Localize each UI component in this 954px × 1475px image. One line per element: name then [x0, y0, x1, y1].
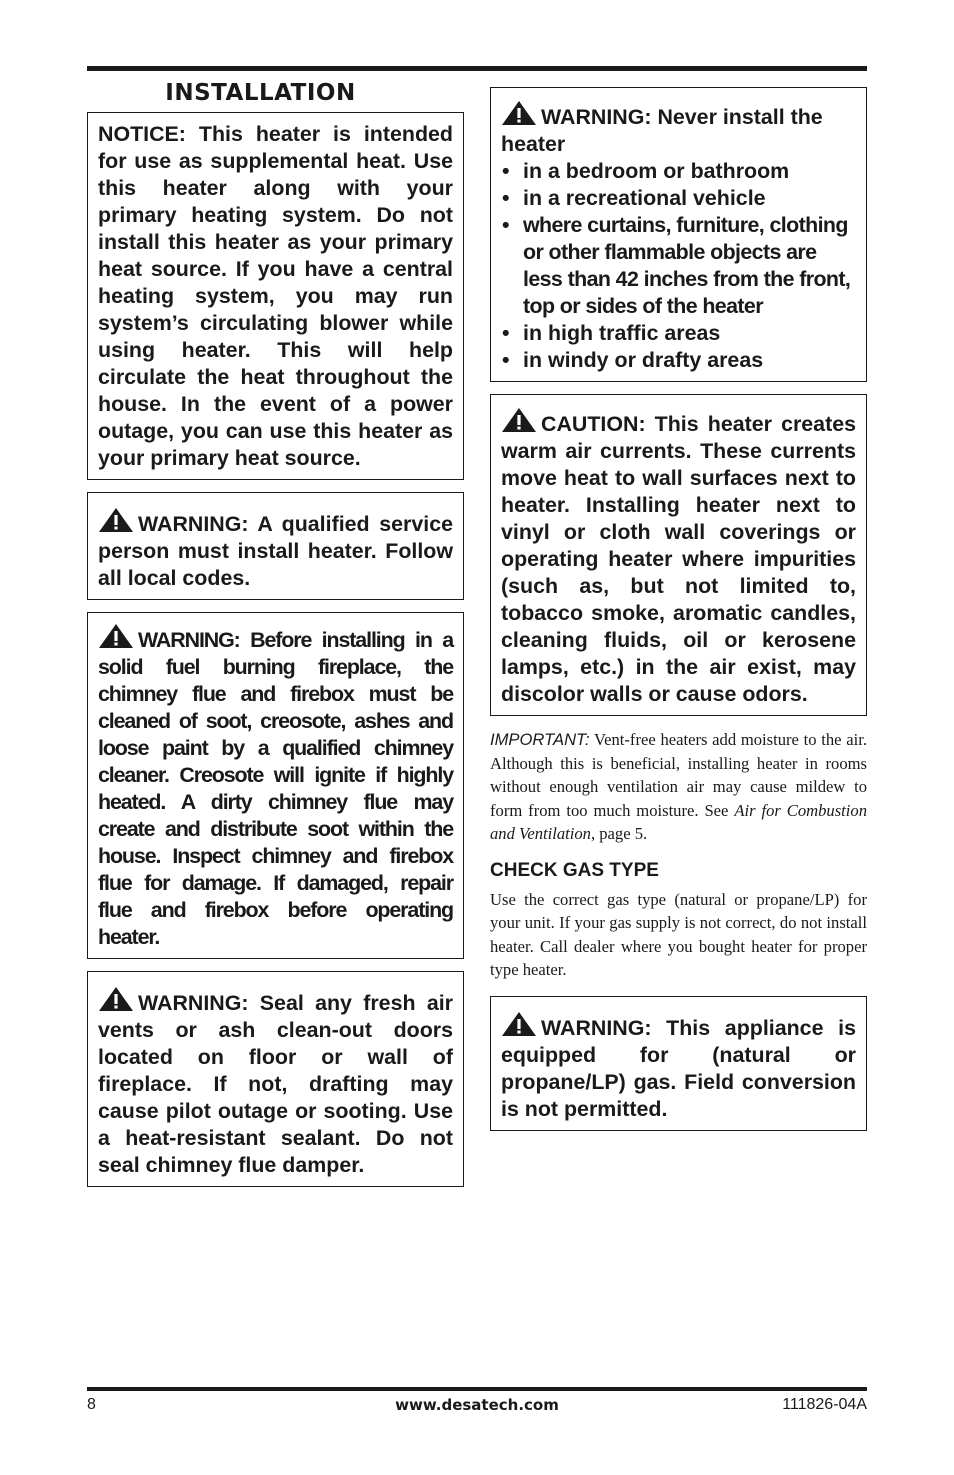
left-column: [87, 80, 464, 1199]
list-item: • where curtains, furniture, clothing or other flammable objects are less than 42 inches from the front, top or sides of the heater: [501, 212, 856, 320]
warning-triangle-icon: [98, 986, 134, 1012]
top-rule: [87, 66, 867, 71]
warning-triangle-icon: [98, 507, 134, 533]
list-item: • in a bedroom or bathroom: [501, 158, 856, 185]
important-paragraph: [490, 728, 867, 846]
check-gas-text: Use the correct gas type (natural or propane/LP) for your unit. If your gas supply is not correct, do not install heater. Call dealer where you bought heater for proper type heater.: [490, 889, 867, 979]
warning-never-intro: WARNING: Never install the heater: [501, 105, 823, 156]
warning-triangle-icon: [501, 1011, 537, 1037]
warning-never-list: [501, 158, 856, 374]
warning-chimney-text: WARNING: Before installing in a solid fuel burning fireplace, the chimney flue and firebox must be cleaned of soot, creosote, ashes and loose paint by a qualified chimney cleaner. Creosote will ignite if highly heated. A dirty chimney flue may create and distribute soot within the house. Inspect chimney and firebox flue for damage. If damaged, repair flue and firebox before operating heater.: [98, 628, 453, 949]
page-number: 8: [87, 1396, 96, 1413]
footer-website: www.desatech.com: [395, 1396, 559, 1414]
warning-triangle-icon: [501, 100, 537, 126]
important-suffix: , page 5.: [590, 824, 648, 843]
caution-box: [490, 394, 867, 716]
warning-appliance-text: WARNING: This appliance is equipped for (natural or propane/LP) gas. Field conversion is not permitted.: [501, 1015, 856, 1121]
warning-seal-box: [87, 971, 464, 1187]
list-item: • in a recreational vehicle: [501, 185, 856, 212]
warning-qualified-box: [87, 492, 464, 600]
section-title: INSTALLATION: [165, 80, 356, 106]
important-reference: Air for Combustion and Ventilation: [490, 800, 867, 843]
caution-text: CAUTION: This heater creates warm air currents. These currents move heat to wall surfaces next to heater. Installing heater next to vinyl or cloth wall coverings or operating heater where impurities (such as, but not limited to, tobacco smoke, aromatic candles, cleaning fluids, oil or kerosene lamps, etc.) in the air exist, may discolor walls or cause odors.: [501, 412, 856, 706]
warning-triangle-icon: [98, 623, 134, 649]
important-label: IMPORTANT:: [490, 730, 590, 749]
warning-seal-text: WARNING: Seal any fresh air vents or ash clean-out doors located on floor or wall of fireplace. If not, drafting may cause pilot outage or sooting. Use a heat-resistant sealant. Do not seal chimney flue damper.: [98, 991, 453, 1177]
notice-box: [87, 112, 464, 480]
warning-never-box: [490, 87, 867, 382]
bottom-rule: [87, 1387, 867, 1391]
warning-qualified-text: WARNING: A qualified service person must install heater. Follow all local codes.: [98, 512, 453, 590]
warning-appliance-box: [490, 996, 867, 1131]
document-number: 111826-04A: [782, 1396, 867, 1413]
notice-text: NOTICE: This heater is intended for use as supplemental heat. Use this heater along with your primary heating system. Do not install this heater as your primary heat source. If you have a central heating system, you may run system’s circulating blower while using heater. This will help circulate the heat throughout the house. In the event of a power outage, you can use this heater as your primary heat source.: [98, 122, 453, 470]
list-item: • in high traffic areas: [501, 320, 856, 347]
right-column: [490, 87, 867, 1143]
warning-chimney-box: [87, 612, 464, 959]
caution-triangle-icon: [501, 407, 537, 433]
list-item: • in windy or drafty areas: [501, 347, 856, 374]
check-gas-heading: CHECK GAS TYPE: [490, 859, 659, 881]
important-text: Vent-free heaters add moisture to the air. Although this is beneficial, installing heater in rooms without enough ventilation air may cause mildew to form from too much moisture. See: [490, 730, 867, 820]
